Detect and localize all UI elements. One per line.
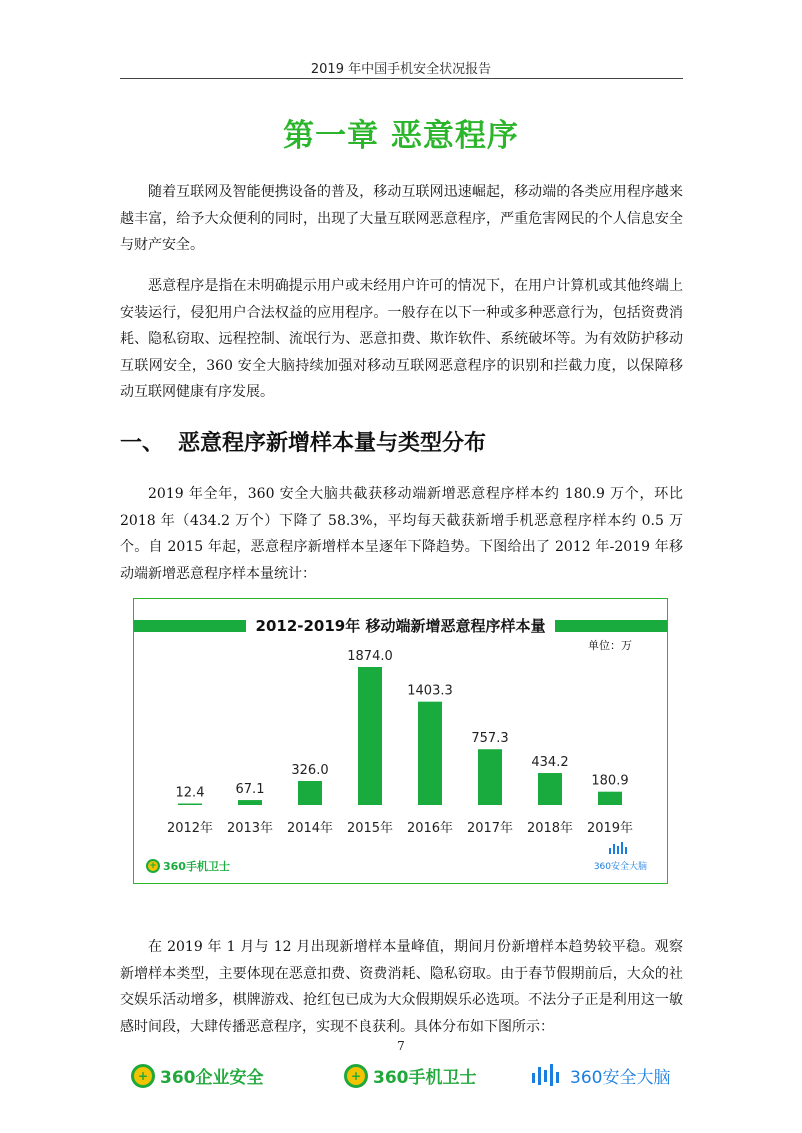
paragraph-monthly-trend: 在 2019 年 1 月与 12 月出现新增样本量峰值，期间月份新增样本趋势较平稳。观察新增样本类型，主要体现在恶意扣费、资费消耗、隐私窃取。由于春节假期前后，大众的社交娱乐活动增多，棋牌游戏、抢红包已成为大众假期娱乐必选项。不法分子正是利用这一敏感时间段，大肆传播恶意程序，实现不良获利。具体分布如下图所示： — [120, 939, 683, 1035]
chart-logo-360-security-brain — [594, 842, 647, 872]
x-tick-label: 2012年 — [166, 821, 214, 836]
bar-2 — [298, 781, 322, 805]
shield-badge-icon: + — [344, 1064, 368, 1088]
paragraph-intro: 随着互联网及智能便携设备的普及，移动互联网迅速崛起，移动端的各类应用程序越来越丰富，给予大众便利的同时，出现了大量互联网恶意程序，严重危害网民的个人信息安全与财产安全。 — [120, 184, 683, 253]
bar-4 — [418, 702, 442, 805]
x-tick-label: 2017年 — [466, 821, 514, 836]
bar-value-label: 1874.0 — [347, 649, 393, 664]
footer-logo-360-security-brain — [531, 1063, 670, 1088]
chart-logo-360-mobile-guard — [146, 858, 230, 874]
x-tick-label: 2013年 — [226, 821, 274, 836]
chart-plot — [134, 599, 666, 882]
chart-unit-label: 单位：万 — [588, 639, 632, 652]
chart-logo-left-text: 360手机卫士 — [163, 860, 230, 873]
section-heading — [120, 426, 486, 457]
shield-badge-icon: + — [146, 859, 160, 873]
footer-logo-text: 360手机卫士 — [373, 1068, 477, 1088]
sound-wave-icon — [531, 1064, 565, 1088]
bar-value-label: 67.1 — [235, 782, 265, 798]
x-tick-label: 2014年 — [286, 821, 334, 836]
footer-logo-360-mobile-guard — [344, 1063, 477, 1088]
bar-value-label: 180.9 — [591, 773, 629, 789]
chart-title: 2012-2019年 移动端新增恶意程序样本量 — [246, 611, 555, 641]
bar-1 — [238, 800, 262, 805]
paragraph-definition: 恶意程序是指在未明确提示用户或未经用户许可的情况下，在用户计算机或其他终端上安装运行，侵犯用户合法权益的应用程序。一般存在以下一种或多种恶意行为，包括资费消耗、隐私窃取、远程控制、流氓行为、恶意扣费、欺诈软件、系统破坏等。为有效防护移动互联网安全，360 安全大脑持续加强对移动互联网恶意程序的识别和拦截力度，以保障移动互联网健康有序发展。 — [120, 278, 683, 400]
paragraph-annual-summary: 2019 年全年，360 安全大脑共截获移动端新增恶意程序样本约 180.9 万个，环比 2018 年（434.2 万个）下降了 58.3%，平均每天截获新增手机恶意程序样本约 0.5 万个。自 2015 年起，恶意程序新增样本呈逐年下降趋势。下图给出了 2012 年-2019 年移动端新增恶意程序样本量统计： — [120, 486, 683, 582]
bar-5 — [478, 749, 502, 805]
footer-logo-text: 360企业安全 — [160, 1068, 264, 1088]
bar-7 — [598, 792, 622, 805]
footer-logo-360-enterprise-security — [131, 1063, 264, 1088]
x-tick-label: 2019年 — [586, 821, 634, 836]
section-number: 一、 — [120, 431, 165, 456]
bar-value-label: 757.3 — [471, 731, 509, 747]
bar-3 — [358, 667, 382, 805]
shield-badge-icon: + — [131, 1064, 155, 1088]
bar-chart — [133, 598, 668, 884]
x-tick-label: 2016年 — [406, 821, 454, 836]
bar-value-label: 434.2 — [531, 755, 569, 771]
footer-logo-text: 360安全大脑 — [570, 1068, 671, 1088]
bar-0 — [178, 804, 202, 806]
bar-value-label: 1403.3 — [407, 683, 453, 699]
chapter-title: 第一章 恶意程序 — [283, 118, 519, 154]
bar-6 — [538, 773, 562, 805]
x-tick-label: 2018年 — [526, 821, 574, 836]
chart-logo-right-text: 360安全大脑 — [593, 862, 647, 872]
page-number: 7 — [397, 1039, 405, 1053]
running-header: 2019 年中国手机安全状况报告 — [310, 62, 492, 77]
x-tick-label: 2015年 — [346, 821, 394, 836]
bar-value-label: 12.4 — [175, 785, 205, 801]
sound-wave-icon — [608, 842, 632, 856]
header-rule — [120, 78, 683, 79]
section-title: 恶意程序新增样本量与类型分布 — [178, 431, 487, 456]
bar-value-label: 326.0 — [291, 762, 329, 778]
